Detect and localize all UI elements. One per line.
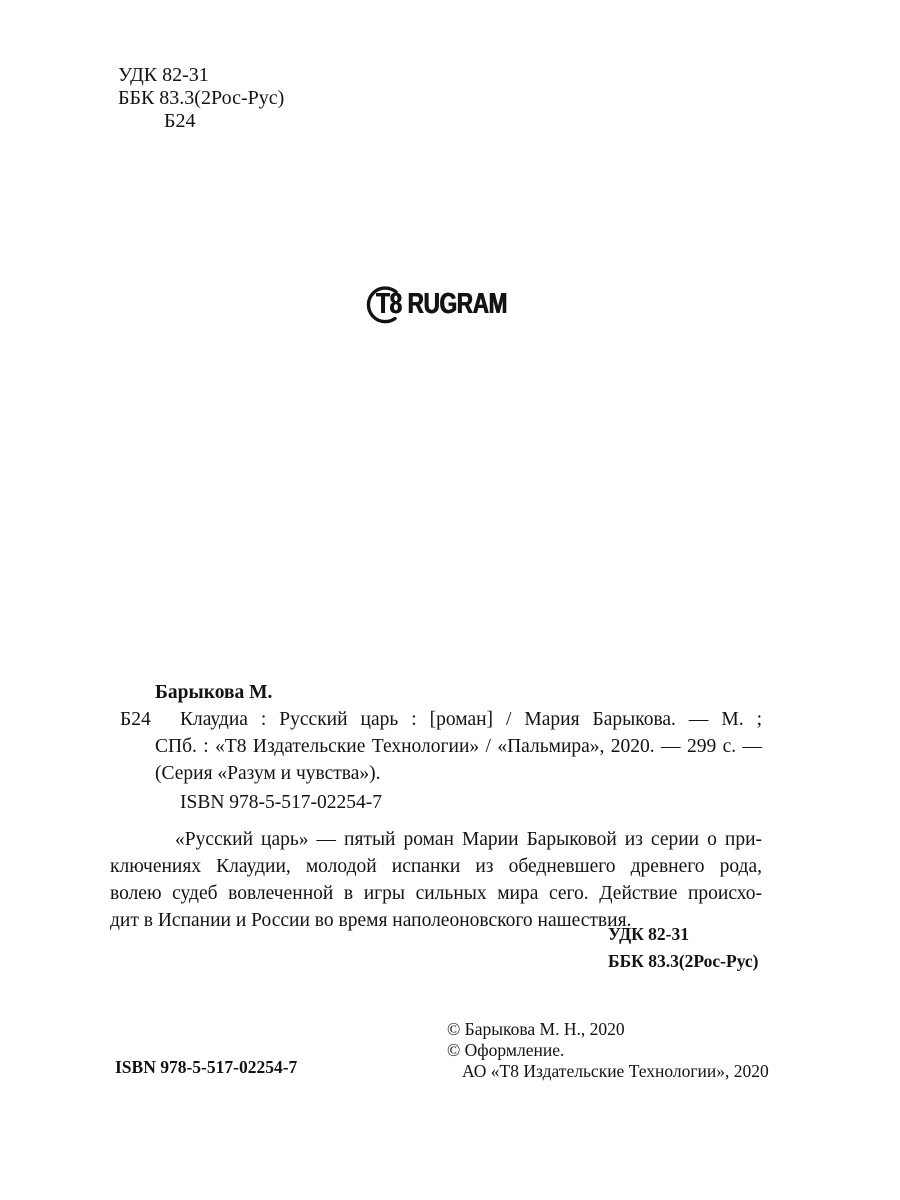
- udk-code: УДК 82-31: [118, 64, 209, 86]
- copyright-publisher: АО «Т8 Издательские Технологии», 2020: [462, 1061, 769, 1081]
- copyright-design: © Оформление.: [447, 1040, 565, 1060]
- isbn-bottom: ISBN 978-5-517-02254-7: [115, 1057, 298, 1077]
- card-entry-line-2: СПб. : «Т8 Издательские Технологии» / «Пальмира», 2020. — 299 с. —: [155, 736, 762, 757]
- catalog-card: [120, 679, 762, 787]
- publisher-logo: [366, 284, 556, 326]
- card-author-code: Б24: [120, 709, 151, 730]
- author-sign-code: Б24: [164, 110, 196, 132]
- card-entry-line-1: [120, 706, 762, 733]
- annotation-line-3: волею судеб вовлеченной в игры сильных мира сего. Действие происхо-: [110, 883, 762, 904]
- copyright-block: [447, 1019, 769, 1082]
- card-entry-line-3: (Серия «Разум и чувства»).: [155, 763, 381, 784]
- udk-code-bottom: УДК 82-31: [608, 924, 690, 944]
- bibliographic-codes-top: [118, 64, 284, 133]
- logo-text: T8 RUGRAM: [376, 288, 507, 320]
- card-isbn: ISBN 978-5-517-02254-7: [180, 792, 383, 813]
- bbk-code-bottom: ББК 83.3(2Рос-Рус): [608, 951, 759, 971]
- card-author: Барыкова М.: [155, 682, 273, 703]
- annotation: [110, 826, 762, 934]
- copyright-author: © Барыкова М. Н., 2020: [447, 1019, 625, 1039]
- annotation-line-4: дит в Испании и России во время наполеоновского нашествия.: [110, 910, 632, 931]
- bbk-code: ББК 83.3(2Рос-Рус): [118, 87, 285, 109]
- card-entry-text-1: Клаудиа : Русский царь : [роман] / Мария Барыкова. — М. ;: [180, 709, 762, 730]
- annotation-line-2: ключениях Клаудии, молодой испанки из обедневшего древнего рода,: [110, 856, 762, 877]
- annotation-line-1: «Русский царь» — пятый роман Марии Барыковой из серии о при-: [175, 829, 762, 850]
- bibliographic-codes-bottom: [608, 921, 759, 975]
